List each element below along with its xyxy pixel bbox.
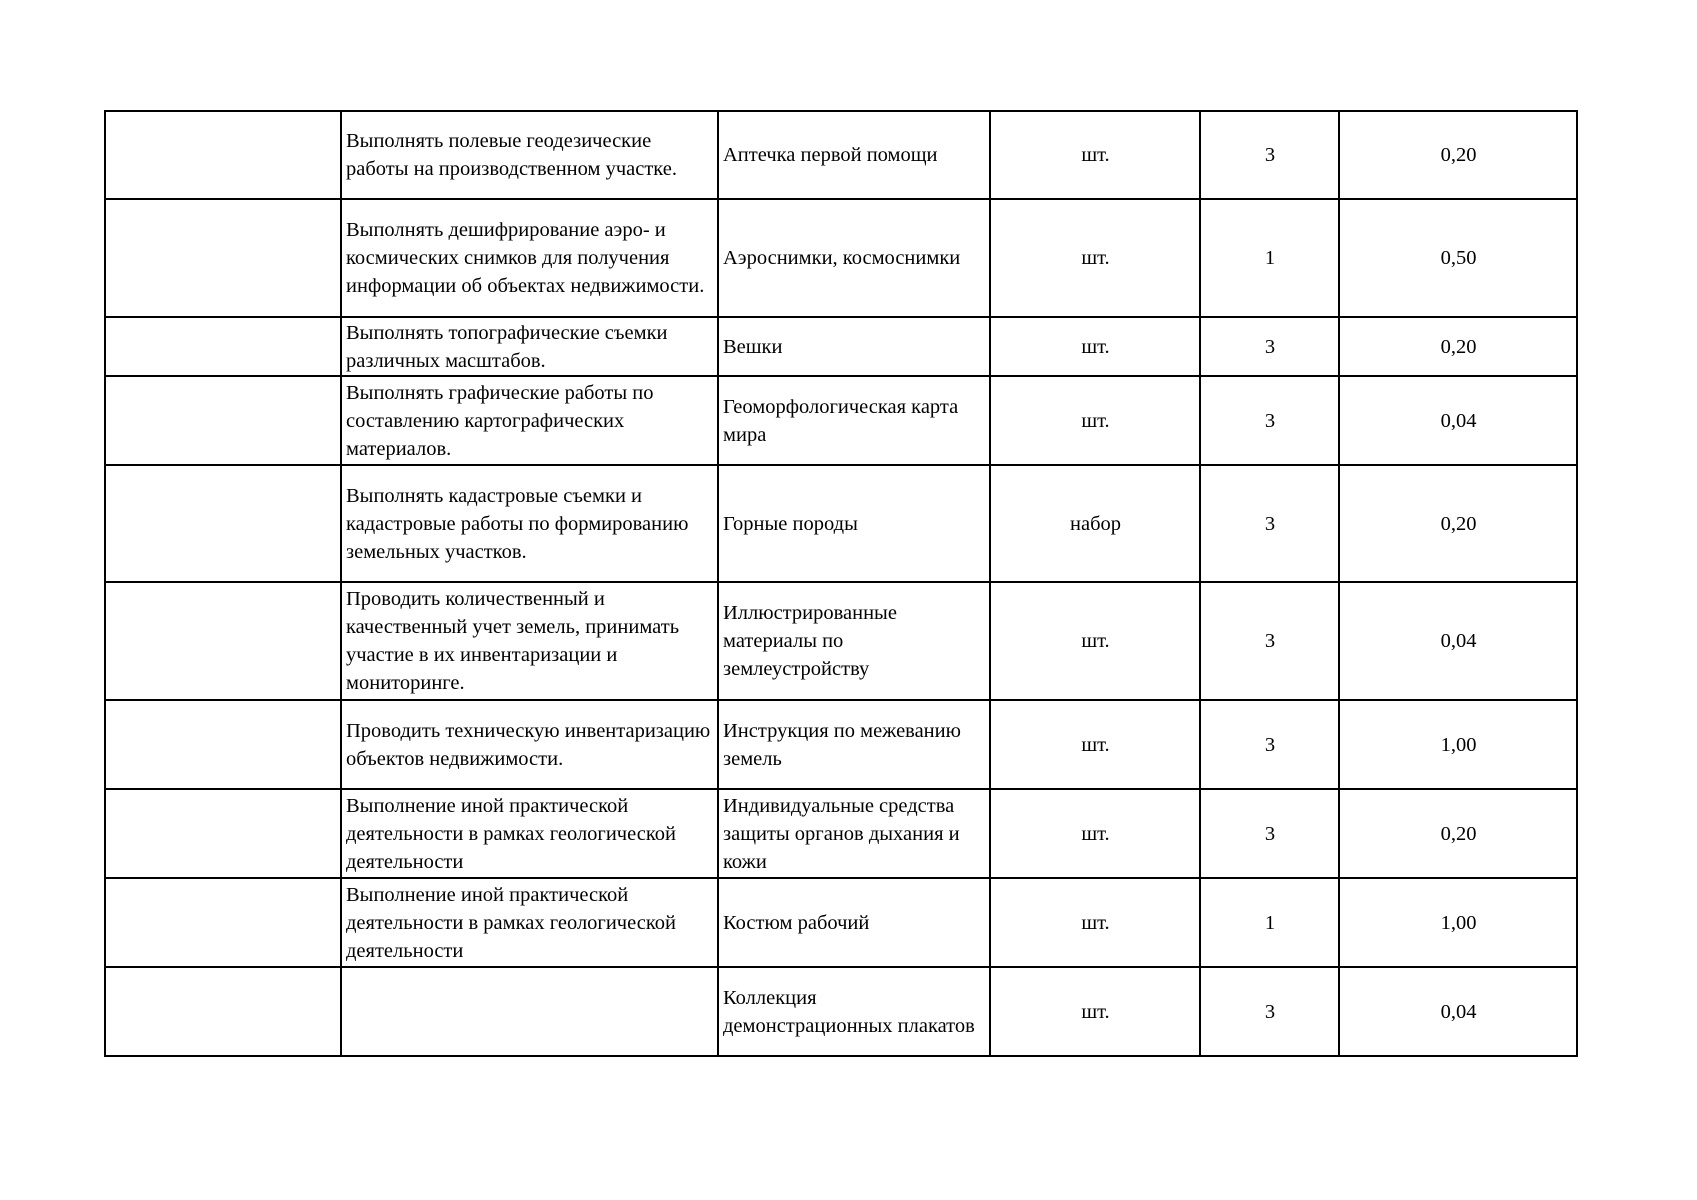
- table-row: [105, 582, 1577, 700]
- blank-cell: [105, 376, 341, 465]
- coefficient-cell: 0,04: [1339, 967, 1577, 1056]
- quantity-cell: 1: [1200, 199, 1339, 317]
- coefficient-cell: 0,20: [1339, 465, 1577, 582]
- item-cell: Аэроснимки, космоснимки: [718, 199, 990, 317]
- competency-cell: Выполнять топографические съемки различных масштабов.: [341, 317, 718, 376]
- table-row: [105, 111, 1577, 199]
- blank-cell: [105, 317, 341, 376]
- unit-cell: шт.: [990, 878, 1200, 967]
- coefficient-cell: 0,20: [1339, 789, 1577, 878]
- competency-cell: Выполнять кадастровые съемки и кадастровые работы по формированию земельных участков.: [341, 465, 718, 582]
- unit-cell: шт.: [990, 317, 1200, 376]
- quantity-cell: 1: [1200, 878, 1339, 967]
- quantity-cell: 3: [1200, 967, 1339, 1056]
- unit-cell: шт.: [990, 789, 1200, 878]
- competency-cell: Выполнять полевые геодезические работы на производственном участке.: [341, 111, 718, 199]
- equipment-table: [104, 110, 1578, 1057]
- competency-cell: Выполнять дешифрирование аэро- и космических снимков для получения информации об объектах недвижимости.: [341, 199, 718, 317]
- coefficient-cell: 0,04: [1339, 376, 1577, 465]
- quantity-cell: 3: [1200, 317, 1339, 376]
- coefficient-cell: 1,00: [1339, 700, 1577, 789]
- unit-cell: шт.: [990, 700, 1200, 789]
- blank-cell: [105, 199, 341, 317]
- unit-cell: шт.: [990, 582, 1200, 700]
- table-row: [105, 700, 1577, 789]
- competency-cell: Выполнение иной практической деятельности в рамках геологической деятельности: [341, 878, 718, 967]
- item-cell: Аптечка первой помощи: [718, 111, 990, 199]
- coefficient-cell: 0,50: [1339, 199, 1577, 317]
- quantity-cell: 3: [1200, 465, 1339, 582]
- blank-cell: [105, 789, 341, 878]
- item-cell: Геоморфологическая карта мира: [718, 376, 990, 465]
- competency-cell: Выполнение иной практической деятельности в рамках геологической деятельности: [341, 789, 718, 878]
- table-row: [105, 317, 1577, 376]
- blank-cell: [105, 465, 341, 582]
- competency-cell: [341, 967, 718, 1056]
- unit-cell: шт.: [990, 199, 1200, 317]
- table-row: [105, 878, 1577, 967]
- item-cell: Костюм рабочий: [718, 878, 990, 967]
- item-cell: Вешки: [718, 317, 990, 376]
- quantity-cell: 3: [1200, 700, 1339, 789]
- blank-cell: [105, 111, 341, 199]
- table-row: [105, 199, 1577, 317]
- coefficient-cell: 0,20: [1339, 111, 1577, 199]
- item-cell: Индивидуальные средства защиты органов дыхания и кожи: [718, 789, 990, 878]
- quantity-cell: 3: [1200, 582, 1339, 700]
- unit-cell: шт.: [990, 967, 1200, 1056]
- competency-cell: Проводить количественный и качественный учет земель, принимать участие в их инвентаризации и мониторинге.: [341, 582, 718, 700]
- blank-cell: [105, 967, 341, 1056]
- item-cell: Инструкция по межеванию земель: [718, 700, 990, 789]
- quantity-cell: 3: [1200, 789, 1339, 878]
- item-cell: Коллекция демонстрационных плакатов: [718, 967, 990, 1056]
- unit-cell: шт.: [990, 376, 1200, 465]
- coefficient-cell: 0,04: [1339, 582, 1577, 700]
- table-row: [105, 465, 1577, 582]
- table-row: [105, 789, 1577, 878]
- coefficient-cell: 0,20: [1339, 317, 1577, 376]
- blank-cell: [105, 700, 341, 789]
- item-cell: Иллюстрированные материалы по землеустройству: [718, 582, 990, 700]
- blank-cell: [105, 582, 341, 700]
- coefficient-cell: 1,00: [1339, 878, 1577, 967]
- quantity-cell: 3: [1200, 111, 1339, 199]
- unit-cell: шт.: [990, 111, 1200, 199]
- table-row: [105, 967, 1577, 1056]
- unit-cell: набор: [990, 465, 1200, 582]
- competency-cell: Выполнять графические работы по составлению картографических материалов.: [341, 376, 718, 465]
- item-cell: Горные породы: [718, 465, 990, 582]
- table-row: [105, 376, 1577, 465]
- quantity-cell: 3: [1200, 376, 1339, 465]
- competency-cell: Проводить техническую инвентаризацию объектов недвижимости.: [341, 700, 718, 789]
- blank-cell: [105, 878, 341, 967]
